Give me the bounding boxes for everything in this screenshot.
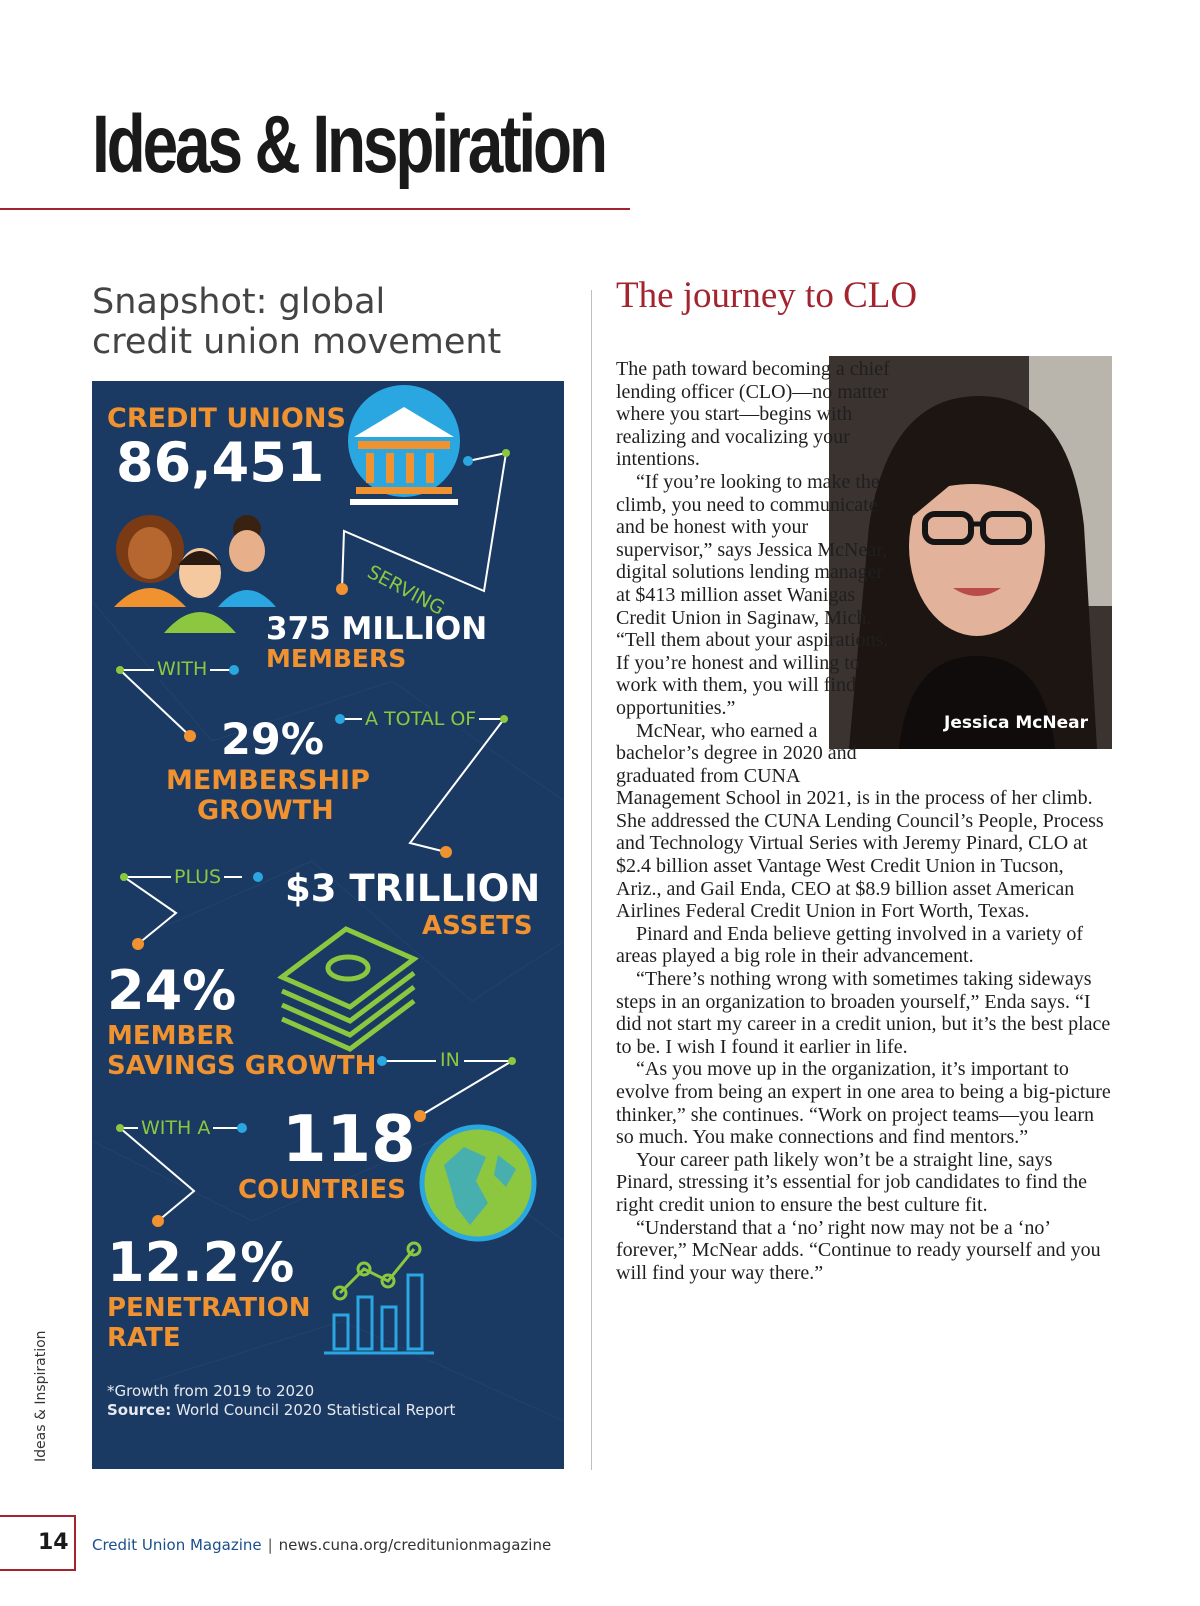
assets-value: $3 TRILLION	[285, 867, 541, 910]
section-title: Ideas & Inspiration	[92, 99, 605, 190]
article-title: The journey to CLO	[616, 275, 918, 316]
savings-growth-line2: SAVINGS GROWTH	[107, 1051, 377, 1081]
people-icon	[114, 515, 276, 633]
penetration-line1: PENETRATION	[107, 1293, 311, 1323]
with-a-connector-label: WITH A	[138, 1117, 213, 1139]
savings-growth-value: 24%	[107, 959, 237, 1022]
snapshot-heading-line2: credit union movement	[92, 322, 502, 362]
magazine-name: Credit Union Magazine	[92, 1536, 262, 1554]
savings-growth-line1: MEMBER	[107, 1021, 235, 1051]
snapshot-infographic	[92, 381, 564, 1469]
members-value: 375 MILLION	[266, 611, 488, 647]
article-paragraph: “Understand that a ‘no’ right now may not be a ‘no’ forever,” McNear adds. “Continue to ready yourself and you will find your way there.”	[616, 1216, 1101, 1284]
countries-value: 118	[282, 1103, 416, 1177]
side-section-label: Ideas & Inspiration	[33, 1330, 49, 1462]
title-rule	[0, 208, 630, 210]
source-note	[107, 1401, 455, 1419]
photo-float-spacer	[890, 358, 1112, 766]
total-connector-label: A TOTAL OF	[362, 708, 479, 730]
magazine-url-link[interactable]: news.cuna.org/creditunionmagazine	[278, 1536, 552, 1554]
credit-unions-label: CREDIT UNIONS	[107, 403, 346, 434]
source-text: World Council 2020 Statistical Report	[171, 1401, 456, 1419]
money-stack-icon	[282, 929, 414, 1049]
article-paragraph: “There’s nothing wrong with sometimes taking sideways steps in an organization to broaden yourself,” Enda says. “I did not start my career in a credit union, but it’s the best place to be. I wish I found it earlier in life.	[616, 968, 1111, 1058]
membership-growth-line2: GROWTH	[197, 795, 334, 826]
snapshot-heading-line1: Snapshot: global	[92, 282, 386, 322]
footer-separator: |	[267, 1536, 273, 1554]
membership-growth-line1: MEMBERSHIP	[166, 765, 370, 796]
penetration-line2: RATE	[107, 1323, 181, 1353]
article-paragraph: Pinard and Enda believe getting involved in a variety of areas played a big role in their advancement.	[616, 922, 1084, 968]
article-paragraph: “If you’re looking to make the climb, you need to communicate and be honest with your supervisor,” says Jessica McNear, digital solutions lending manager at $413 million asset Wanigas Credit Union in Saginaw, Mich. “Tell them about your aspirations. If you’re honest and willing to work with them, you will find opportunities.”	[616, 470, 889, 719]
bar-chart-icon	[324, 1243, 434, 1353]
bank-icon	[348, 385, 460, 505]
assets-label: ASSETS	[422, 911, 533, 941]
globe-icon	[422, 1127, 534, 1239]
with-connector-label: WITH	[154, 658, 210, 680]
credit-unions-value: 86,451	[116, 431, 325, 494]
source-label: Source:	[107, 1401, 172, 1419]
membership-growth-value: 29%	[221, 715, 324, 765]
members-label: MEMBERS	[266, 644, 407, 673]
page-number: 14	[38, 1530, 69, 1555]
plus-connector-label: PLUS	[171, 866, 224, 888]
penetration-value: 12.2%	[107, 1231, 295, 1294]
countries-label: COUNTRIES	[238, 1175, 406, 1205]
photo-caption: Jessica McNear	[944, 713, 1088, 733]
serving-connector-label: SERVING	[363, 561, 448, 620]
column-divider	[591, 290, 592, 1470]
snapshot-heading	[92, 282, 532, 362]
article-paragraph: McNear, who earned a bachelor’s degree in 2020 and graduated from CUNA Management School in 2021, is in the process of her climb. She addressed the CUNA Lending Council’s People, Process and Technology Virtual Series with Jeremy Pinard, CLO at $2.4 billion asset Vantage West Credit Union in Tucson, Ariz., and Gail Enda, CEO at $8.9 billion asset American Airlines Federal Credit Union in Fort Worth, Texas.	[616, 719, 1104, 923]
article-paragraph: “As you move up in the organization, it’s important to evolve from being an expert in one area to being a big-picture thinker,” she continues. “Work on project teams—you learn so much. You make connections and find mentors.”	[616, 1058, 1111, 1149]
article-paragraph: The path toward becoming a chief lending officer (CLO)—no matter where you start—begins with realizing and vocalizing your intentions.	[616, 358, 890, 471]
article-body	[616, 358, 1112, 1284]
article-paragraph: Your career path likely won’t be a straight line, says Pinard, stressing it’s essential for job candidates to find the right credit union to ensure the best culture fit.	[616, 1148, 1088, 1216]
growth-footnote: *Growth from 2019 to 2020	[107, 1382, 315, 1400]
footer	[92, 1536, 551, 1554]
in-connector-label: IN	[436, 1049, 464, 1071]
